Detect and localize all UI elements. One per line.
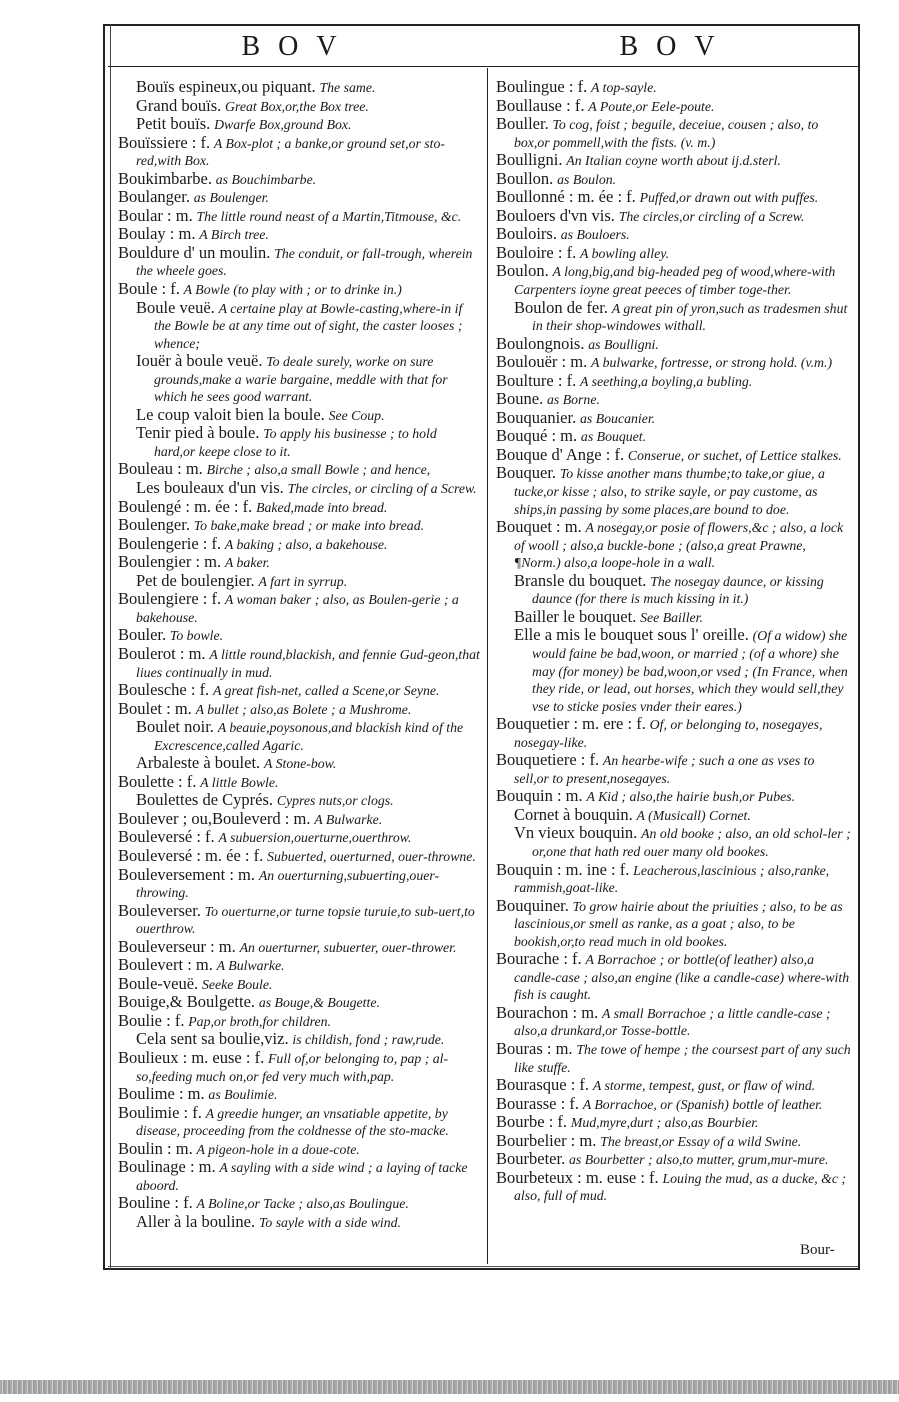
dictionary-entry [118, 535, 480, 554]
entry-headword: Bouloirs. [496, 224, 557, 244]
entry-definition: A Borrachoe, or (Spanish) bottle of leather. [582, 1096, 823, 1112]
entry-headword: Bouleverser. [118, 900, 201, 920]
entry-definition: The towe of hempe ; the coursest part of any such like stuffe. [514, 1041, 851, 1075]
entry-definition: Pap,or broth,for children. [188, 1013, 331, 1029]
entry-headword: Boulingue : f. [496, 77, 588, 96]
entry-headword: Iouër à boule veuë. [136, 351, 263, 371]
entry-headword: Bourasse : f. [496, 1093, 579, 1113]
entry-headword: Pet de boulengier. [136, 570, 255, 590]
dictionary-entry [496, 1113, 852, 1132]
dictionary-entry [496, 446, 852, 465]
dictionary-entry [496, 1169, 852, 1205]
dictionary-entry [118, 460, 480, 479]
dictionary-entry [118, 993, 480, 1012]
entry-definition: The conduit, or fall-trough, wherein the wheele goes. [136, 245, 473, 279]
entry-headword: Bouquanier. [496, 407, 577, 427]
entry-headword: Bouqué : m. [496, 426, 578, 446]
entry-definition: A long,big,and big-headed peg of wood,where-with Carpenters ioyne great peeces of timber toge-ther. [514, 264, 836, 298]
entry-definition: To grow hairie about the priuities ; also, to be as lascinious,or smell as ranke, as a goat ; also, to be bookish,or,to read much in old bookes. [514, 898, 843, 949]
entry-definition: To apply his businesse ; to hold hard,or keepe close to it. [154, 426, 437, 459]
entry-definition: To kisse another mans thumbe;to take,or giue, a tucke,or kisse ; also, to strike sayle, or pay custome, as ships,in passing by some places,are bound to doe. [514, 466, 825, 517]
entry-definition: as Borne. [547, 392, 600, 408]
entry-definition: as Bouge,& Bougette. [258, 995, 380, 1011]
dictionary-entry [496, 207, 852, 226]
dictionary-entry [496, 78, 852, 97]
entry-definition: A woman baker ; also, as Boulen-gerie ; a bakehouse. [136, 592, 459, 625]
entry-headword: Boulet noir. [136, 717, 214, 737]
entry-headword: Arbaleste à boulet. [136, 753, 261, 773]
dictionary-entry [496, 335, 852, 354]
entry-definition: The circles, or circling of a Screw. [287, 481, 477, 497]
entry-headword: Boule-veuë. [118, 973, 199, 993]
entry-headword: Bouller. [496, 114, 549, 134]
entry-headword: Boukimbarbe. [118, 168, 212, 188]
entry-headword: Boulligni. [496, 150, 563, 170]
dictionary-entry [118, 902, 480, 938]
entry-headword: Boular : m. [118, 205, 193, 225]
entry-definition: A baking ; also, a bakehouse. [224, 536, 388, 552]
entry-headword: Boulinage : m. [118, 1157, 216, 1177]
dictionary-entry [496, 262, 852, 298]
entry-headword: Bouline : f. [118, 1193, 193, 1213]
entry-definition: Conserue, or suchet, of Lettice stalkes. [627, 447, 842, 463]
entry-definition: as Bourbetter ; also,to mutter, grum,mur-mure. [569, 1152, 829, 1168]
dictionary-entry [496, 861, 852, 897]
entry-definition: A storme, tempest, gust, or flaw of wind. [592, 1078, 816, 1094]
entry-headword: Bouquetier : m. ere : f. [496, 714, 646, 734]
entry-headword: Boulie : f. [118, 1010, 185, 1030]
dictionary-entry [496, 1132, 852, 1151]
entry-definition: The little round neast of a Martin,Titmouse, &c. [196, 208, 462, 224]
entry-headword: Bouler. [118, 625, 167, 645]
entry-definition: Birche ; also,a small Bowle ; and hence, [206, 462, 431, 478]
left-column [118, 78, 480, 1231]
dictionary-entry [118, 866, 480, 902]
dictionary-entry [118, 553, 480, 572]
dictionary-entry [496, 1004, 852, 1040]
entry-headword: Bouquin : m. [496, 786, 583, 806]
entry-headword: Boulon de fer. [514, 297, 608, 317]
column-divider [487, 68, 488, 1264]
running-head-right: BOV [619, 31, 733, 62]
dictionary-entry [118, 1012, 480, 1031]
dictionary-entry [118, 424, 480, 460]
entry-definition: A baker. [224, 555, 270, 571]
entry-headword: Boulture : f. [496, 370, 577, 390]
dictionary-entry [118, 225, 480, 244]
entry-definition: A pigeon-hole in a doue-cote. [196, 1141, 360, 1157]
entry-headword: Bailler le bouquet. [514, 606, 637, 626]
catchword: Bour- [800, 1242, 835, 1258]
entry-headword: Bourache : f. [496, 949, 582, 969]
dictionary-entry [496, 151, 852, 170]
entry-headword: Boulengiere : f. [118, 589, 222, 609]
entry-definition: Dwarfe Box,ground Box. [214, 117, 352, 133]
entry-headword: Bouleversé : m. ée : f. [118, 845, 264, 865]
entry-headword: Boulever ; ou,Bouleverd : m. [118, 808, 311, 828]
entry-definition: A subuersion,ouerturne,ouerthrow. [218, 830, 412, 846]
entry-definition: A Kid ; also,the hairie bush,or Pubes. [586, 789, 796, 805]
entry-headword: Bouïs espineux,ou piquant. [136, 77, 316, 96]
entry-headword: Boullon. [496, 168, 554, 188]
dictionary-entry [118, 280, 480, 299]
dictionary-entry [118, 1030, 480, 1049]
dictionary-entry [118, 188, 480, 207]
entry-headword: Boule veuë. [136, 297, 215, 317]
entry-definition: as Bouquet. [580, 429, 647, 445]
dictionary-entry [118, 352, 480, 406]
entry-headword: Boulenger. [118, 515, 190, 535]
entry-definition: Leacherous,lascinious ; also,ranke, rammish,goat-like. [514, 862, 830, 896]
entry-definition: To bowle. [169, 628, 224, 644]
entry-headword: Boullonné : m. ée : f. [496, 187, 636, 207]
entry-definition: To ouerturne,or turne topsie turuie,to sub-uert,to ouerthrow. [136, 903, 475, 937]
entry-definition: The nosegay daunce, or kissing daunce (for there is much kissing in it.) [532, 573, 824, 607]
entry-definition: A small Borrachoe ; a little candle-case ; also,a drunkard,or Tosse-bottle. [514, 1005, 831, 1039]
dictionary-entry [118, 1104, 480, 1140]
dictionary-entry [118, 590, 480, 626]
entry-definition: Subuerted, ouerturned, ouer-throwne. [267, 848, 476, 864]
entry-headword: Bouque d' Ange : f. [496, 444, 625, 464]
entry-headword: Bouloers d'vn vis. [496, 205, 615, 225]
entry-headword: Bouïssiere : f. [118, 132, 211, 152]
entry-headword: Boulesche : f. [118, 680, 210, 700]
entry-definition: Of, or belonging to, nosegayes, nosegay-like. [514, 717, 823, 750]
entry-definition: Great Box,or,the Box tree. [225, 98, 369, 114]
entry-definition: as Boulimie. [208, 1087, 278, 1103]
dictionary-entry [118, 479, 480, 498]
scan-edge-strip [0, 1380, 899, 1394]
dictionary-entry [118, 572, 480, 591]
dictionary-entry [118, 718, 480, 754]
dictionary-entry [496, 626, 852, 715]
entry-definition: Puffed,or drawn out with puffes. [639, 190, 819, 206]
entry-headword: Les bouleaux d'un vis. [136, 478, 284, 498]
dictionary-entry [118, 956, 480, 975]
entry-definition: A fart in syrrup. [258, 573, 348, 589]
entry-headword: Bourbeteux : m. euse : f. [496, 1167, 659, 1187]
dictionary-entry [496, 608, 852, 627]
dictionary-entry [118, 299, 480, 353]
entry-definition: See Coup. [328, 407, 385, 423]
entry-headword: Vn vieux bouquin. [514, 823, 638, 843]
entry-headword: Bourbeter. [496, 1149, 566, 1169]
entry-headword: Boullause : f. [496, 95, 585, 115]
entry-definition: as Boulligni. [588, 336, 659, 352]
entry-definition: as Boulon. [557, 171, 617, 187]
entry-definition: as Bouloers. [560, 227, 630, 243]
dictionary-entry [118, 626, 480, 645]
dictionary-entry [496, 715, 852, 751]
entry-headword: Bouquiner. [496, 895, 569, 915]
dictionary-entry [118, 1049, 480, 1085]
entry-definition: A Box-plot ; a banke,or ground set,or sto-red,with Box. [136, 135, 445, 169]
dictionary-entry [118, 975, 480, 994]
entry-definition: (Of a widow) she would faine be bad,woon, or married ; (of a whore) she may (for money) be bad,woon,or vsed ; (In France, when they ride, or lead, out horses, which they would sell,they vse to sticke posies vnder their eares.) [532, 628, 848, 714]
entry-headword: Bouquin : m. ine : f. [496, 859, 630, 879]
entry-definition: A greedie hunger, an vnsatiable appetite, by disease, proceeding from the coldnesse of the sto-macke. [136, 1105, 449, 1139]
dictionary-entry [496, 897, 852, 951]
entry-definition: A beauie,poysonous,and blackish kind of the Excrescence,called Agaric. [154, 720, 464, 753]
dictionary-entry [118, 1213, 480, 1232]
entry-headword: Boulieux : m. euse : f. [118, 1047, 265, 1067]
entry-headword: Bouras : m. [496, 1038, 573, 1058]
entry-definition: A (Musicall) Cornet. [636, 807, 751, 823]
dictionary-entry [496, 1150, 852, 1169]
entry-definition: An hearbe-wife ; such a one as vses to sell,or to present,nosegayes. [514, 753, 815, 786]
dictionary-entry [496, 244, 852, 263]
header-rule [108, 66, 858, 67]
dictionary-entry [496, 518, 852, 572]
dictionary-entry [496, 572, 852, 608]
entry-definition: A nosegay,or posie of flowers,&c ; also, a lock of wooll ; also,a buckle-bone ; (also,a great Prawne, ¶Norm.) also,a loope-hole in a wall. [514, 520, 844, 571]
entry-headword: Boulerot : m. [118, 643, 206, 663]
entry-definition: A bulwarke, fortresse, or strong hold. (v.m.) [591, 355, 833, 371]
entry-definition: Louing the mud, as a ducke, &c ; also, full of mud. [514, 1170, 847, 1204]
entry-headword: Tenir pied à boule. [136, 423, 260, 443]
dictionary-entry [496, 372, 852, 391]
entry-definition: A Stone-bow. [263, 756, 337, 772]
entry-headword: Bouquet : m. [496, 517, 582, 537]
dictionary-entry [118, 97, 480, 116]
entry-definition: A Bowle (to play with ; or to drinke in.) [183, 282, 402, 298]
entry-headword: Bourasque : f. [496, 1075, 590, 1095]
running-head-left: BOV [241, 31, 355, 62]
entry-headword: Bouleversement : m. [118, 864, 256, 884]
entry-headword: Bouloire : f. [496, 242, 577, 262]
dictionary-entry [118, 406, 480, 425]
dictionary-entry [118, 1194, 480, 1213]
entry-definition: An Italian coyne worth about ij.d.sterl. [566, 153, 781, 169]
entry-headword: Boulengerie : f. [118, 533, 222, 553]
entry-definition: Cypres nuts,or clogs. [276, 793, 394, 809]
entry-definition: Baked,made into bread. [256, 499, 388, 515]
entry-headword: Bouleversé : f. [118, 827, 215, 847]
dictionary-entry [118, 207, 480, 226]
dictionary-entry [496, 751, 852, 787]
entry-headword: Bransle du bouquet. [514, 570, 647, 590]
entry-definition: A seething,a boyling,a bubling. [580, 373, 753, 389]
entry-headword: Bouquer. [496, 463, 557, 483]
entry-definition: The breast,or Essay of a wild Swine. [600, 1133, 802, 1149]
dictionary-entry [496, 409, 852, 428]
entry-definition: To deale surely, worke on sure grounds,make a warie bargaine, meddle with that for which he sees good warrant. [154, 354, 448, 405]
entry-headword: Boulevert : m. [118, 955, 213, 975]
entry-definition: An old booke ; also, an old schol-ler ; or,one that hath red ouer many old bookes. [532, 826, 851, 859]
entry-definition: An ouerturner, subuerter, ouer-thrower. [239, 939, 457, 955]
dictionary-entry [496, 806, 852, 825]
dictionary-entry [118, 1140, 480, 1159]
dictionary-entry [496, 170, 852, 189]
entry-definition: is childish, fond ; raw,rude. [292, 1032, 445, 1048]
dictionary-entry [118, 645, 480, 681]
entry-headword: Boulouër : m. [496, 352, 588, 372]
entry-headword: Boulon. [496, 261, 549, 281]
dictionary-entry [496, 115, 852, 151]
entry-headword: Boulanger. [118, 187, 190, 207]
entry-headword: Petit bouïs. [136, 114, 211, 134]
dictionary-entry [496, 225, 852, 244]
dictionary-entry [496, 427, 852, 446]
entry-headword: Aller à la bouline. [136, 1211, 256, 1231]
entry-definition: A little round,blackish, and fennie Gud-geon,that liues continually in mud. [136, 646, 480, 680]
entry-definition: as Boulenger. [193, 190, 269, 206]
entry-headword: Boulime : m. [118, 1084, 205, 1104]
entry-definition: An ouerturning,subuerting,ouer-throwing. [136, 867, 440, 901]
dictionary-entry [118, 754, 480, 773]
dictionary-entry [118, 1158, 480, 1194]
entry-headword: Cornet à bouquin. [514, 804, 633, 824]
entry-headword: Bourbelier : m. [496, 1130, 597, 1150]
dictionary-entry [496, 1095, 852, 1114]
entry-definition: To bake,make bread ; or make into bread. [193, 518, 425, 534]
dictionary-entry [496, 1076, 852, 1095]
entry-headword: Boulay : m. [118, 224, 196, 244]
entry-definition: A Birch tree. [199, 227, 269, 243]
entry-definition: A sayling with a side wind ; a laying of tacke aboord. [136, 1160, 468, 1193]
entry-definition: as Bouchimbarbe. [215, 171, 317, 187]
entry-headword: Boulengier : m. [118, 552, 222, 572]
dictionary-entry [496, 188, 852, 207]
right-column [496, 78, 852, 1205]
entry-headword: Boulette : f. [118, 771, 197, 791]
dictionary-entry [118, 170, 480, 189]
entry-headword: Bourachon : m. [496, 1002, 599, 1022]
entry-definition: A great fish-net, called a Scene,or Seyne. [212, 683, 440, 699]
entry-headword: Bouldure d' un moulin. [118, 242, 271, 262]
dictionary-entry [118, 828, 480, 847]
entry-headword: Cela sent sa boulie,viz. [136, 1029, 289, 1049]
dictionary-entry [496, 299, 852, 335]
dictionary-entry [118, 134, 480, 170]
entry-headword: Le coup valoit bien la boule. [136, 404, 325, 424]
entry-headword: Bouige,& Boulgette. [118, 992, 256, 1012]
entry-definition: A Boline,or Tacke ; also,as Boulingue. [196, 1196, 409, 1212]
entry-headword: Boule : f. [118, 279, 180, 299]
entry-definition: A Poute,or Eele-poute. [588, 98, 715, 114]
entry-definition: To sayle with a side wind. [258, 1214, 402, 1230]
dictionary-entry [118, 810, 480, 829]
dictionary-entry [496, 390, 852, 409]
entry-definition: See Bailler. [640, 609, 703, 625]
entry-definition: To cog, foist ; beguile, deceiue, cousen ; also, to box,or pommell,with the fists. (v. m.) [514, 117, 819, 150]
footer-rule [108, 1266, 858, 1267]
dictionary-entry [118, 498, 480, 517]
dictionary-entry [118, 244, 480, 280]
entry-headword: Bourbe : f. [496, 1112, 568, 1132]
dictionary-entry [118, 791, 480, 810]
entry-definition: Full of,or belonging to, pap ; al-so,feeding much on,or fed very much with,pap. [136, 1050, 449, 1084]
dictionary-entry [496, 824, 852, 860]
dictionary-entry [118, 773, 480, 792]
entry-headword: Grand bouïs. [136, 95, 222, 115]
dictionary-entry [496, 787, 852, 806]
dictionary-entry [118, 681, 480, 700]
entry-definition: Mud,myre,durt ; also,as Bourbier. [570, 1115, 759, 1131]
entry-headword: Boulet : m. [118, 698, 192, 718]
entry-definition: A Borrachoe ; or bottle(of leather) also,a candle-case ; also,an engine (like a candle-case) where-with fish is caught. [514, 952, 850, 1003]
dictionary-entry [496, 353, 852, 372]
dictionary-entry [118, 938, 480, 957]
entry-definition: Seeke Boule. [201, 976, 273, 992]
entry-headword: Bouleverseur : m. [118, 936, 236, 956]
entry-headword: Bouleau : m. [118, 459, 203, 479]
dictionary-entry [118, 700, 480, 719]
entry-definition: A little Bowle. [200, 774, 279, 790]
dictionary-entry [496, 464, 852, 518]
dictionary-entry [496, 950, 852, 1004]
entry-headword: Elle a mis le bouquet sous l' oreille. [514, 625, 749, 645]
entry-definition: A bowling alley. [580, 245, 670, 261]
entry-headword: Boulin : m. [118, 1138, 193, 1158]
entry-definition: A great pin of yron,such as tradesmen shut in their shop-windowes withall. [532, 300, 848, 334]
entry-definition: A Bulwarke. [216, 958, 285, 974]
entry-headword: Boune. [496, 389, 544, 409]
entry-headword: Boulongnois. [496, 333, 585, 353]
dictionary-entry [118, 78, 480, 97]
dictionary-entry [118, 516, 480, 535]
dictionary-entry [118, 115, 480, 134]
entry-headword: Boulettes de Cyprés. [136, 790, 274, 810]
entry-definition: A Bulwarke. [314, 811, 383, 827]
entry-definition: The same. [319, 80, 376, 95]
entry-headword: Boulimie : f. [118, 1102, 202, 1122]
entry-definition: A bullet ; also,as Bolete ; a Mushrome. [195, 701, 412, 717]
dictionary-entry [496, 1040, 852, 1076]
entry-headword: Boulengé : m. ée : f. [118, 496, 253, 516]
entry-definition: as Boucanier. [580, 410, 656, 426]
dictionary-entry [496, 97, 852, 116]
entry-definition: A top-sayle. [591, 80, 657, 95]
entry-definition: The circles,or circling of a Screw. [618, 208, 805, 224]
entry-definition: A certaine play at Bowle-casting,where-in if the Bowle be at any time out of sight, the caster looses ; whence; [154, 300, 463, 351]
dictionary-entry [118, 1085, 480, 1104]
entry-headword: Bouquetiere : f. [496, 750, 600, 770]
dictionary-entry [118, 847, 480, 866]
